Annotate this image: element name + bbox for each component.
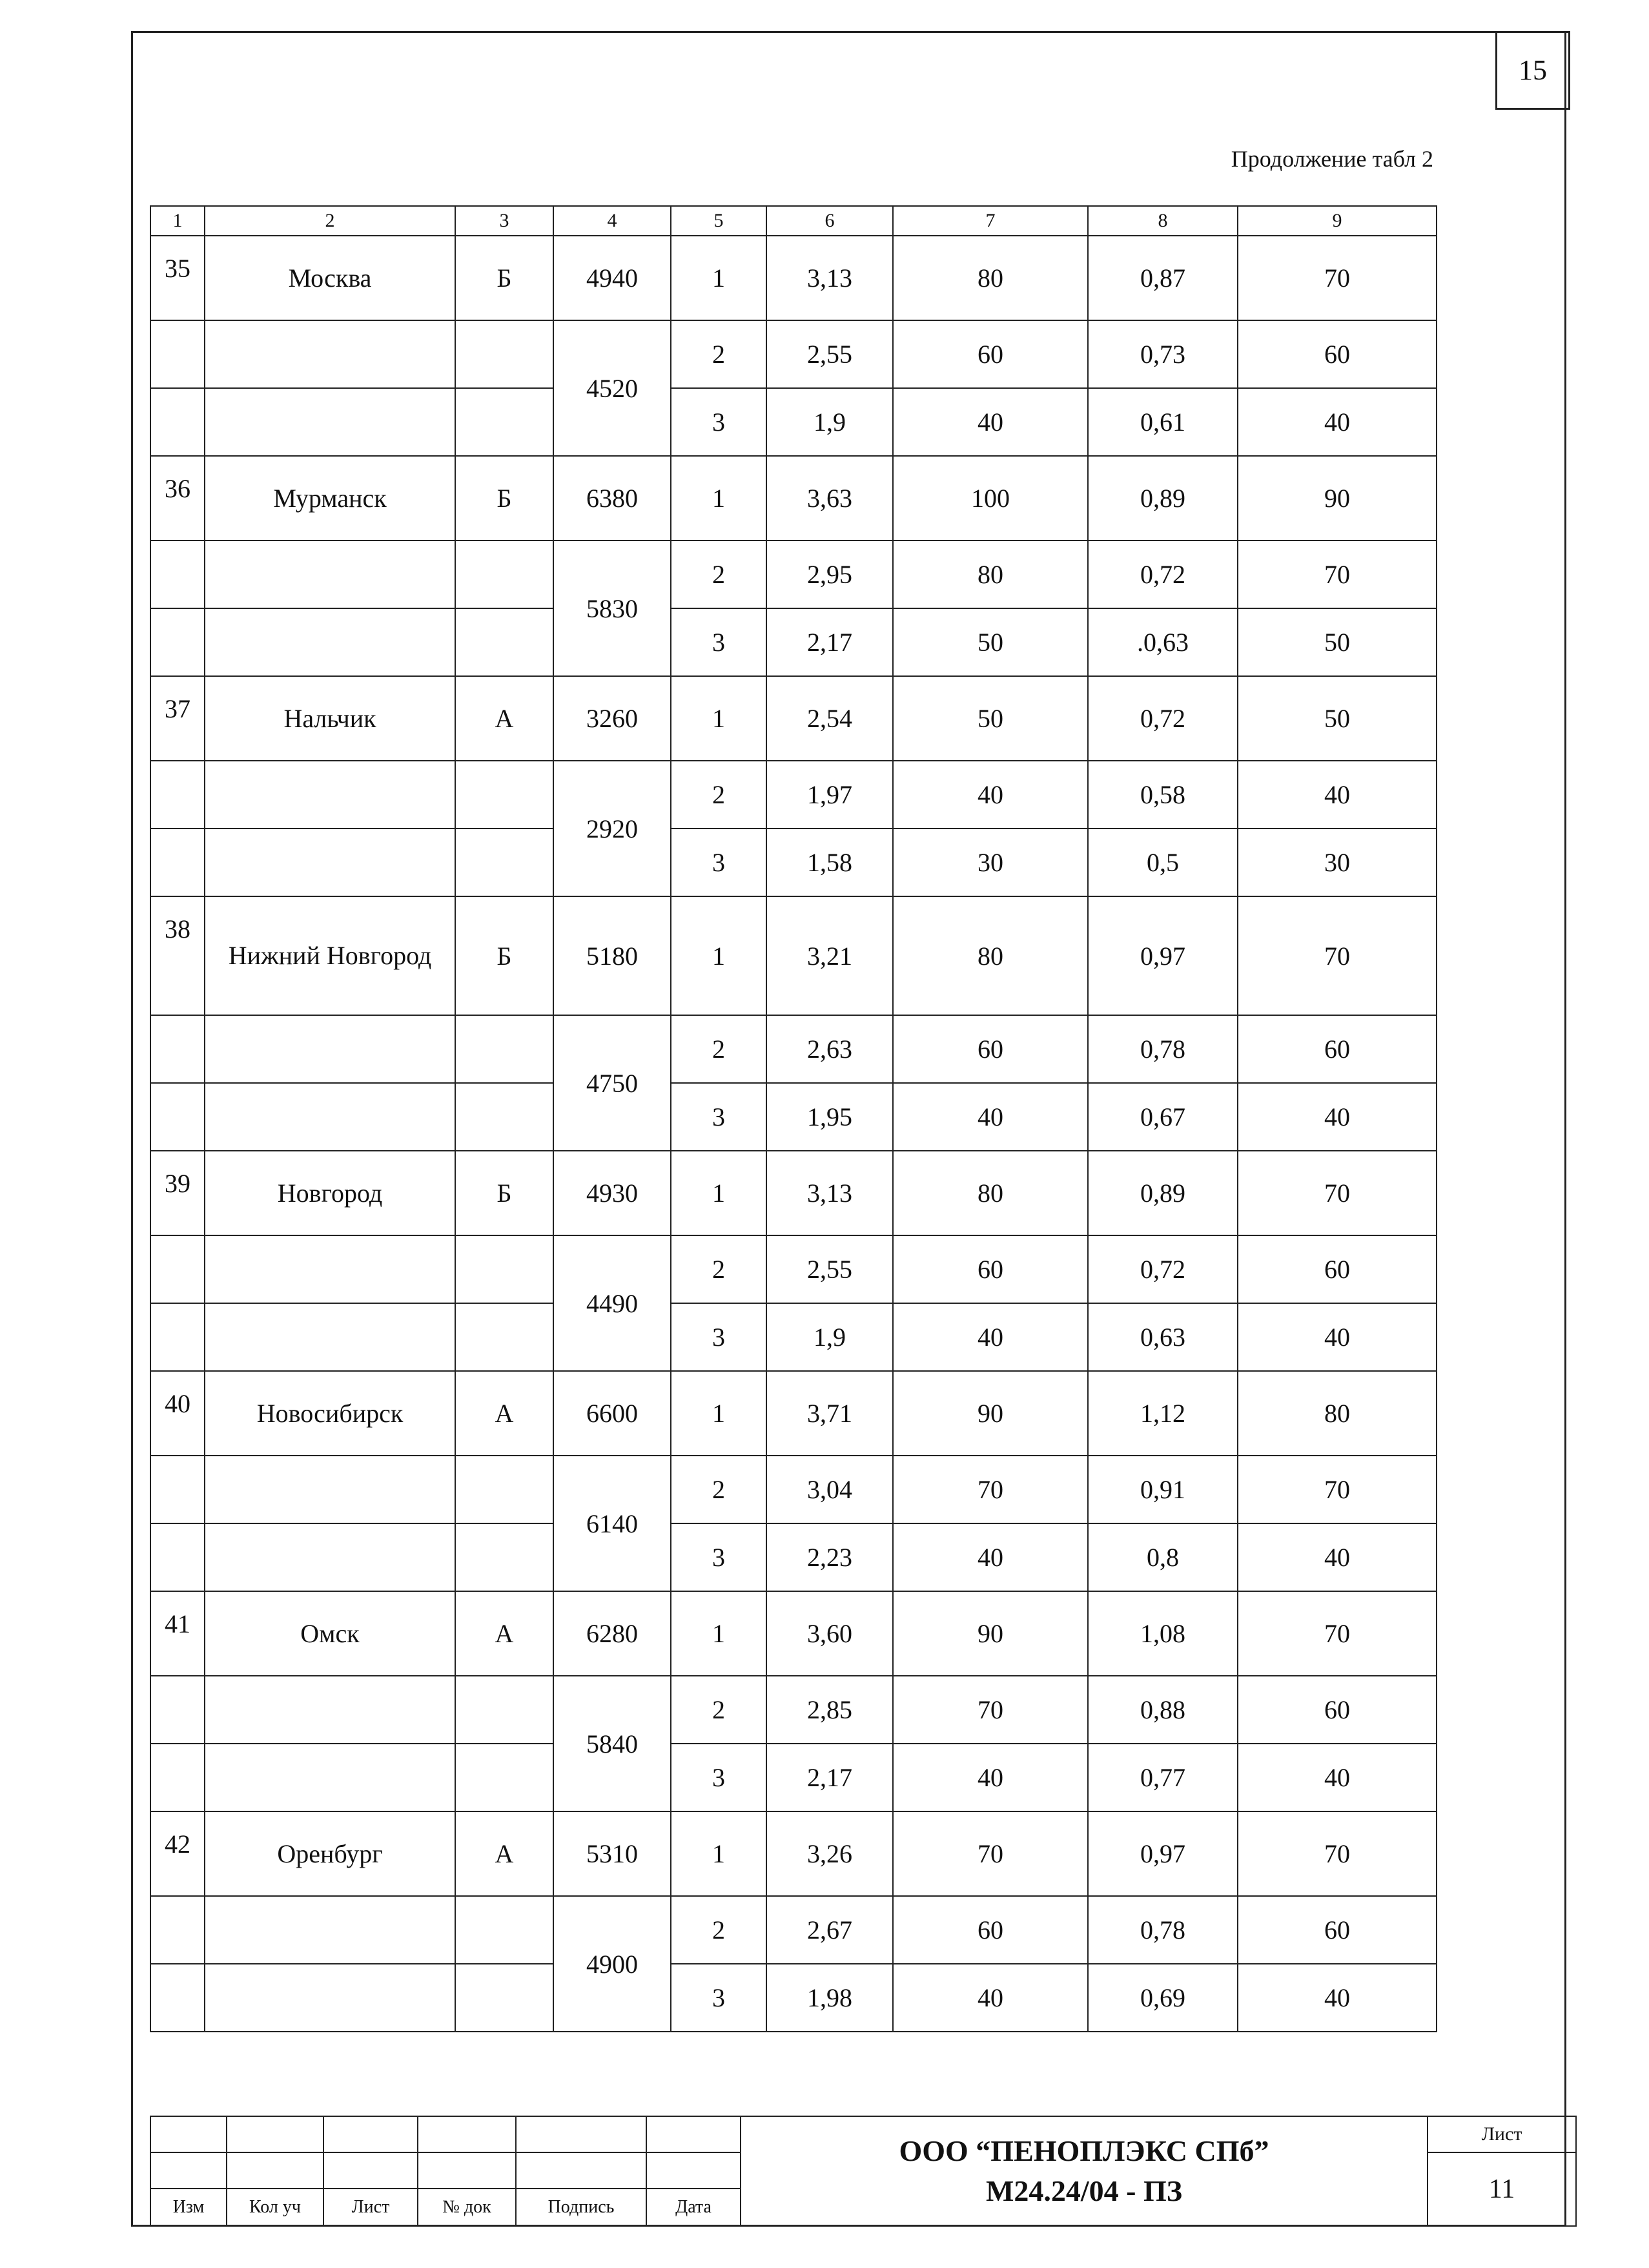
table-cell: 90 xyxy=(893,1591,1088,1676)
column-header: 6 xyxy=(766,206,893,236)
table-cell: 40 xyxy=(1238,1523,1437,1591)
empty-cell xyxy=(205,1456,455,1523)
table-cell: 40 xyxy=(1238,1303,1437,1371)
humidity-zone: А xyxy=(455,676,553,761)
table-cell: 40 xyxy=(893,1523,1088,1591)
humidity-zone: Б xyxy=(455,456,553,541)
humidity-zone: А xyxy=(455,1811,553,1896)
company-block xyxy=(741,2116,1428,2226)
table-row xyxy=(150,896,1437,1015)
table-cell: 2,85 xyxy=(766,1676,893,1744)
table-cell: 2 xyxy=(671,1676,766,1744)
empty-cell xyxy=(150,1015,205,1083)
degree-days: 4940 xyxy=(553,236,671,320)
column-header: 4 xyxy=(553,206,671,236)
stamp-label-doc-no: № док xyxy=(418,2189,516,2226)
table-cell: 3 xyxy=(671,388,766,456)
table-cell: 2,55 xyxy=(766,320,893,388)
empty-cell xyxy=(205,1015,455,1083)
stamp-cell xyxy=(323,2152,418,2189)
table-cell: 70 xyxy=(1238,1456,1437,1523)
table-cell: 40 xyxy=(1238,1083,1437,1151)
degree-days: 6600 xyxy=(553,1371,671,1456)
degree-days: 4930 xyxy=(553,1151,671,1235)
table-cell: 1,97 xyxy=(766,761,893,829)
table-row xyxy=(150,1151,1437,1235)
table-cell: 50 xyxy=(893,608,1088,676)
city-name: Мурманск xyxy=(205,456,455,541)
table-cell: 0,63 xyxy=(1088,1303,1238,1371)
column-header: 1 xyxy=(150,206,205,236)
stamp-cell xyxy=(227,2116,323,2152)
table-cell: 70 xyxy=(1238,236,1437,320)
table-row xyxy=(150,1896,1437,1964)
table-row xyxy=(150,388,1437,456)
table-cell: 0,5 xyxy=(1088,829,1238,896)
table-cell: 3,13 xyxy=(766,1151,893,1235)
table-cell: 3 xyxy=(671,608,766,676)
table-cell: 1,95 xyxy=(766,1083,893,1151)
degree-days: 4750 xyxy=(553,1015,671,1151)
table-row xyxy=(150,1456,1437,1523)
table-cell: 40 xyxy=(893,1083,1088,1151)
table-cell: 0,58 xyxy=(1088,761,1238,829)
table-cell: 30 xyxy=(893,829,1088,896)
table-row xyxy=(150,829,1437,896)
table-cell: 3 xyxy=(671,1523,766,1591)
degree-days: 6140 xyxy=(553,1456,671,1591)
column-header: 9 xyxy=(1238,206,1437,236)
empty-cell xyxy=(205,829,455,896)
empty-cell xyxy=(455,829,553,896)
degree-days: 4490 xyxy=(553,1235,671,1371)
table-cell: 80 xyxy=(1238,1371,1437,1456)
empty-cell xyxy=(205,320,455,388)
empty-cell xyxy=(205,388,455,456)
document-code: М24.24/04 - ПЗ xyxy=(985,2174,1183,2207)
row-number: 41 xyxy=(150,1591,205,1676)
table-cell: 80 xyxy=(893,896,1088,1015)
table-cell: 40 xyxy=(893,1744,1088,1811)
table-cell: 1 xyxy=(671,236,766,320)
table-cell: 2 xyxy=(671,1896,766,1964)
row-number: 35 xyxy=(150,236,205,320)
table-cell: 1 xyxy=(671,676,766,761)
table-cell: 2,95 xyxy=(766,541,893,608)
row-number: 40 xyxy=(150,1371,205,1456)
table-cell: 3 xyxy=(671,1303,766,1371)
table-cell: 1,9 xyxy=(766,1303,893,1371)
table-cell: 0,69 xyxy=(1088,1964,1238,2032)
empty-cell xyxy=(150,608,205,676)
humidity-zone: А xyxy=(455,1591,553,1676)
column-header: 8 xyxy=(1088,206,1238,236)
empty-cell xyxy=(455,1083,553,1151)
empty-cell xyxy=(150,1676,205,1744)
table-row xyxy=(150,1964,1437,2032)
table-cell: 0,88 xyxy=(1088,1676,1238,1744)
empty-cell xyxy=(150,1964,205,2032)
table-cell: 50 xyxy=(1238,608,1437,676)
table-cell: 70 xyxy=(1238,541,1437,608)
table-cell: 40 xyxy=(1238,1964,1437,2032)
company-name: ООО “ПЕНОПЛЭКС СПб” xyxy=(899,2134,1269,2167)
empty-cell xyxy=(150,541,205,608)
table-row xyxy=(150,1083,1437,1151)
stamp-cell xyxy=(418,2116,516,2152)
table-cell: 0,89 xyxy=(1088,456,1238,541)
table-cell: 2 xyxy=(671,541,766,608)
stamp-label-list: Лист xyxy=(323,2189,418,2226)
degree-days: 3260 xyxy=(553,676,671,761)
stamp-label-izm: Изм xyxy=(150,2189,227,2226)
stamp-label-kol-uch: Кол уч xyxy=(227,2189,323,2226)
table-cell: 80 xyxy=(893,541,1088,608)
stamp-label-date: Дата xyxy=(646,2189,741,2226)
table-cell: 1 xyxy=(671,1371,766,1456)
empty-cell xyxy=(455,1303,553,1371)
empty-cell xyxy=(150,1744,205,1811)
table-cell: 0,67 xyxy=(1088,1083,1238,1151)
table-row xyxy=(150,236,1437,320)
degree-days: 2920 xyxy=(553,761,671,896)
empty-cell xyxy=(455,1964,553,2032)
empty-cell xyxy=(150,1523,205,1591)
table-row xyxy=(150,541,1437,608)
table-cell: 3 xyxy=(671,1083,766,1151)
table-cell: 3 xyxy=(671,1744,766,1811)
table-cell: 1 xyxy=(671,1151,766,1235)
city-name: Новгород xyxy=(205,1151,455,1235)
sheet-label: Лист xyxy=(1428,2116,1576,2152)
empty-cell xyxy=(150,1235,205,1303)
stamp-cell xyxy=(418,2152,516,2189)
empty-cell xyxy=(150,1303,205,1371)
table-cell: 3,63 xyxy=(766,456,893,541)
table-cell: 0,72 xyxy=(1088,541,1238,608)
empty-cell xyxy=(150,1896,205,1964)
table-cell: 0,97 xyxy=(1088,1811,1238,1896)
table-cell: 2 xyxy=(671,1456,766,1523)
table-cell: 60 xyxy=(1238,320,1437,388)
table-cell: 2 xyxy=(671,320,766,388)
table-row xyxy=(150,1744,1437,1811)
sheet-number: 11 xyxy=(1428,2152,1576,2226)
table-cell: 1,98 xyxy=(766,1964,893,2032)
table-cell: 30 xyxy=(1238,829,1437,896)
humidity-zone: Б xyxy=(455,1151,553,1235)
table-cell: 0,72 xyxy=(1088,676,1238,761)
table-cell: 1,08 xyxy=(1088,1591,1238,1676)
city-name: Омск xyxy=(205,1591,455,1676)
table-cell: 2,23 xyxy=(766,1523,893,1591)
table-cell: 0,78 xyxy=(1088,1015,1238,1083)
table-cell: 70 xyxy=(1238,1811,1437,1896)
table-cell: 3 xyxy=(671,829,766,896)
table-cell: 40 xyxy=(893,1964,1088,2032)
humidity-zone: Б xyxy=(455,236,553,320)
table-cell: 80 xyxy=(893,1151,1088,1235)
degree-days: 4900 xyxy=(553,1896,671,2032)
table-cell: 1 xyxy=(671,896,766,1015)
column-header: 3 xyxy=(455,206,553,236)
table-row xyxy=(150,608,1437,676)
empty-cell xyxy=(205,1896,455,1964)
table-cell: 40 xyxy=(893,1303,1088,1371)
empty-cell xyxy=(455,1744,553,1811)
empty-cell xyxy=(455,761,553,829)
city-name: Нижний Новгород xyxy=(205,896,455,1015)
degree-days: 5840 xyxy=(553,1676,671,1811)
row-number: 36 xyxy=(150,456,205,541)
table-cell: 2,67 xyxy=(766,1896,893,1964)
table-cell: 0,73 xyxy=(1088,320,1238,388)
empty-cell xyxy=(150,1456,205,1523)
table-cell: .0,63 xyxy=(1088,608,1238,676)
humidity-zone: А xyxy=(455,1371,553,1456)
table-cell: 3,04 xyxy=(766,1456,893,1523)
table-cell: 40 xyxy=(1238,761,1437,829)
table-row xyxy=(150,1676,1437,1744)
table-cell: 40 xyxy=(1238,1744,1437,1811)
table-row xyxy=(150,1303,1437,1371)
empty-cell xyxy=(205,1964,455,2032)
degree-days: 4520 xyxy=(553,320,671,456)
empty-cell xyxy=(150,1083,205,1151)
table-cell: 60 xyxy=(893,1015,1088,1083)
table-cell: 60 xyxy=(1238,1015,1437,1083)
table-cell: 100 xyxy=(893,456,1088,541)
table-cell: 60 xyxy=(1238,1235,1437,1303)
table-cell: 2,17 xyxy=(766,1744,893,1811)
empty-cell xyxy=(205,761,455,829)
empty-cell xyxy=(150,388,205,456)
table-cell: 3 xyxy=(671,1964,766,2032)
table-row xyxy=(150,1235,1437,1303)
degree-days: 5830 xyxy=(553,541,671,676)
row-number: 39 xyxy=(150,1151,205,1235)
table-row xyxy=(150,1523,1437,1591)
table-cell: 70 xyxy=(893,1811,1088,1896)
empty-cell xyxy=(455,388,553,456)
row-number: 42 xyxy=(150,1811,205,1896)
empty-cell xyxy=(205,1676,455,1744)
stamp-cell xyxy=(323,2116,418,2152)
empty-cell xyxy=(150,320,205,388)
table-cell: 70 xyxy=(893,1676,1088,1744)
table-cell: 60 xyxy=(893,1235,1088,1303)
table-cell: 70 xyxy=(1238,1591,1437,1676)
empty-cell xyxy=(205,608,455,676)
stamp-cell xyxy=(516,2152,646,2189)
column-header: 7 xyxy=(893,206,1088,236)
empty-cell xyxy=(150,761,205,829)
empty-cell xyxy=(205,541,455,608)
degree-days: 6280 xyxy=(553,1591,671,1676)
column-header: 2 xyxy=(205,206,455,236)
table-cell: 0,87 xyxy=(1088,236,1238,320)
empty-cell xyxy=(205,1235,455,1303)
empty-cell xyxy=(455,541,553,608)
city-name: Новосибирск xyxy=(205,1371,455,1456)
table-cell: 1 xyxy=(671,1591,766,1676)
table-cell: 2 xyxy=(671,761,766,829)
empty-cell xyxy=(455,1676,553,1744)
table-cell: 70 xyxy=(1238,1151,1437,1235)
table-cell: 1 xyxy=(671,456,766,541)
stamp-cell xyxy=(150,2152,227,2189)
degree-days: 6380 xyxy=(553,456,671,541)
column-header: 5 xyxy=(671,206,766,236)
empty-cell xyxy=(455,1456,553,1523)
table-cell: 60 xyxy=(893,320,1088,388)
page-number: 15 xyxy=(1495,31,1570,110)
city-name: Москва xyxy=(205,236,455,320)
table-cell: 40 xyxy=(893,388,1088,456)
stamp-cell xyxy=(227,2152,323,2189)
table-cell: 60 xyxy=(1238,1896,1437,1964)
row-number: 37 xyxy=(150,676,205,761)
table-cell: 2,63 xyxy=(766,1015,893,1083)
table-caption: Продолжение табл 2 xyxy=(1231,146,1433,172)
row-number: 38 xyxy=(150,896,205,1015)
humidity-zone: Б xyxy=(455,896,553,1015)
stamp-cell xyxy=(646,2116,741,2152)
table-cell: 70 xyxy=(893,1456,1088,1523)
degree-days: 5180 xyxy=(553,896,671,1015)
table-cell: 0,91 xyxy=(1088,1456,1238,1523)
title-block xyxy=(150,2116,1577,2227)
empty-cell xyxy=(455,1235,553,1303)
table-cell: 3,21 xyxy=(766,896,893,1015)
city-name: Нальчик xyxy=(205,676,455,761)
table-cell: 60 xyxy=(1238,1676,1437,1744)
empty-cell xyxy=(150,829,205,896)
empty-cell xyxy=(455,1015,553,1083)
table-cell: 50 xyxy=(1238,676,1437,761)
table-row xyxy=(150,1811,1437,1896)
stamp-cell xyxy=(150,2116,227,2152)
table-row xyxy=(150,1591,1437,1676)
table-cell: 3,13 xyxy=(766,236,893,320)
table-cell: 2,54 xyxy=(766,676,893,761)
empty-cell xyxy=(205,1303,455,1371)
empty-cell xyxy=(455,1523,553,1591)
table-cell: 2 xyxy=(671,1235,766,1303)
table-cell: 90 xyxy=(893,1371,1088,1456)
table-row xyxy=(150,1371,1437,1456)
table-cell: 0,78 xyxy=(1088,1896,1238,1964)
table-cell: 0,97 xyxy=(1088,896,1238,1015)
table-cell: 0,72 xyxy=(1088,1235,1238,1303)
empty-cell xyxy=(205,1744,455,1811)
empty-cell xyxy=(455,320,553,388)
city-name: Оренбург xyxy=(205,1811,455,1896)
table-cell: 40 xyxy=(893,761,1088,829)
table-cell: 90 xyxy=(1238,456,1437,541)
table-cell: 1,9 xyxy=(766,388,893,456)
table-cell: 0,8 xyxy=(1088,1523,1238,1591)
stamp-cell xyxy=(516,2116,646,2152)
stamp-label-signature: Подпись xyxy=(516,2189,646,2226)
table-row xyxy=(150,456,1437,541)
table-cell: 1 xyxy=(671,1811,766,1896)
empty-cell xyxy=(205,1083,455,1151)
table-cell: 70 xyxy=(1238,896,1437,1015)
degree-days: 5310 xyxy=(553,1811,671,1896)
table-cell: 3,71 xyxy=(766,1371,893,1456)
empty-cell xyxy=(455,608,553,676)
table-cell: 0,61 xyxy=(1088,388,1238,456)
table-row xyxy=(150,1015,1437,1083)
table-row xyxy=(150,676,1437,761)
table-row xyxy=(150,761,1437,829)
table-cell: 40 xyxy=(1238,388,1437,456)
table-cell: 2,17 xyxy=(766,608,893,676)
empty-cell xyxy=(455,1896,553,1964)
table-row xyxy=(150,320,1437,388)
header-row xyxy=(150,206,1437,236)
table-cell: 2 xyxy=(671,1015,766,1083)
table-cell: 3,60 xyxy=(766,1591,893,1676)
stamp-cell xyxy=(646,2152,741,2189)
table-cell: 1,12 xyxy=(1088,1371,1238,1456)
table-cell: 80 xyxy=(893,236,1088,320)
table-cell: 0,77 xyxy=(1088,1744,1238,1811)
table-cell: 2,55 xyxy=(766,1235,893,1303)
table-cell: 60 xyxy=(893,1896,1088,1964)
table-cell: 0,89 xyxy=(1088,1151,1238,1235)
empty-cell xyxy=(205,1523,455,1591)
table-cell: 1,58 xyxy=(766,829,893,896)
data-table xyxy=(150,205,1437,2032)
table-cell: 3,26 xyxy=(766,1811,893,1896)
table-cell: 50 xyxy=(893,676,1088,761)
